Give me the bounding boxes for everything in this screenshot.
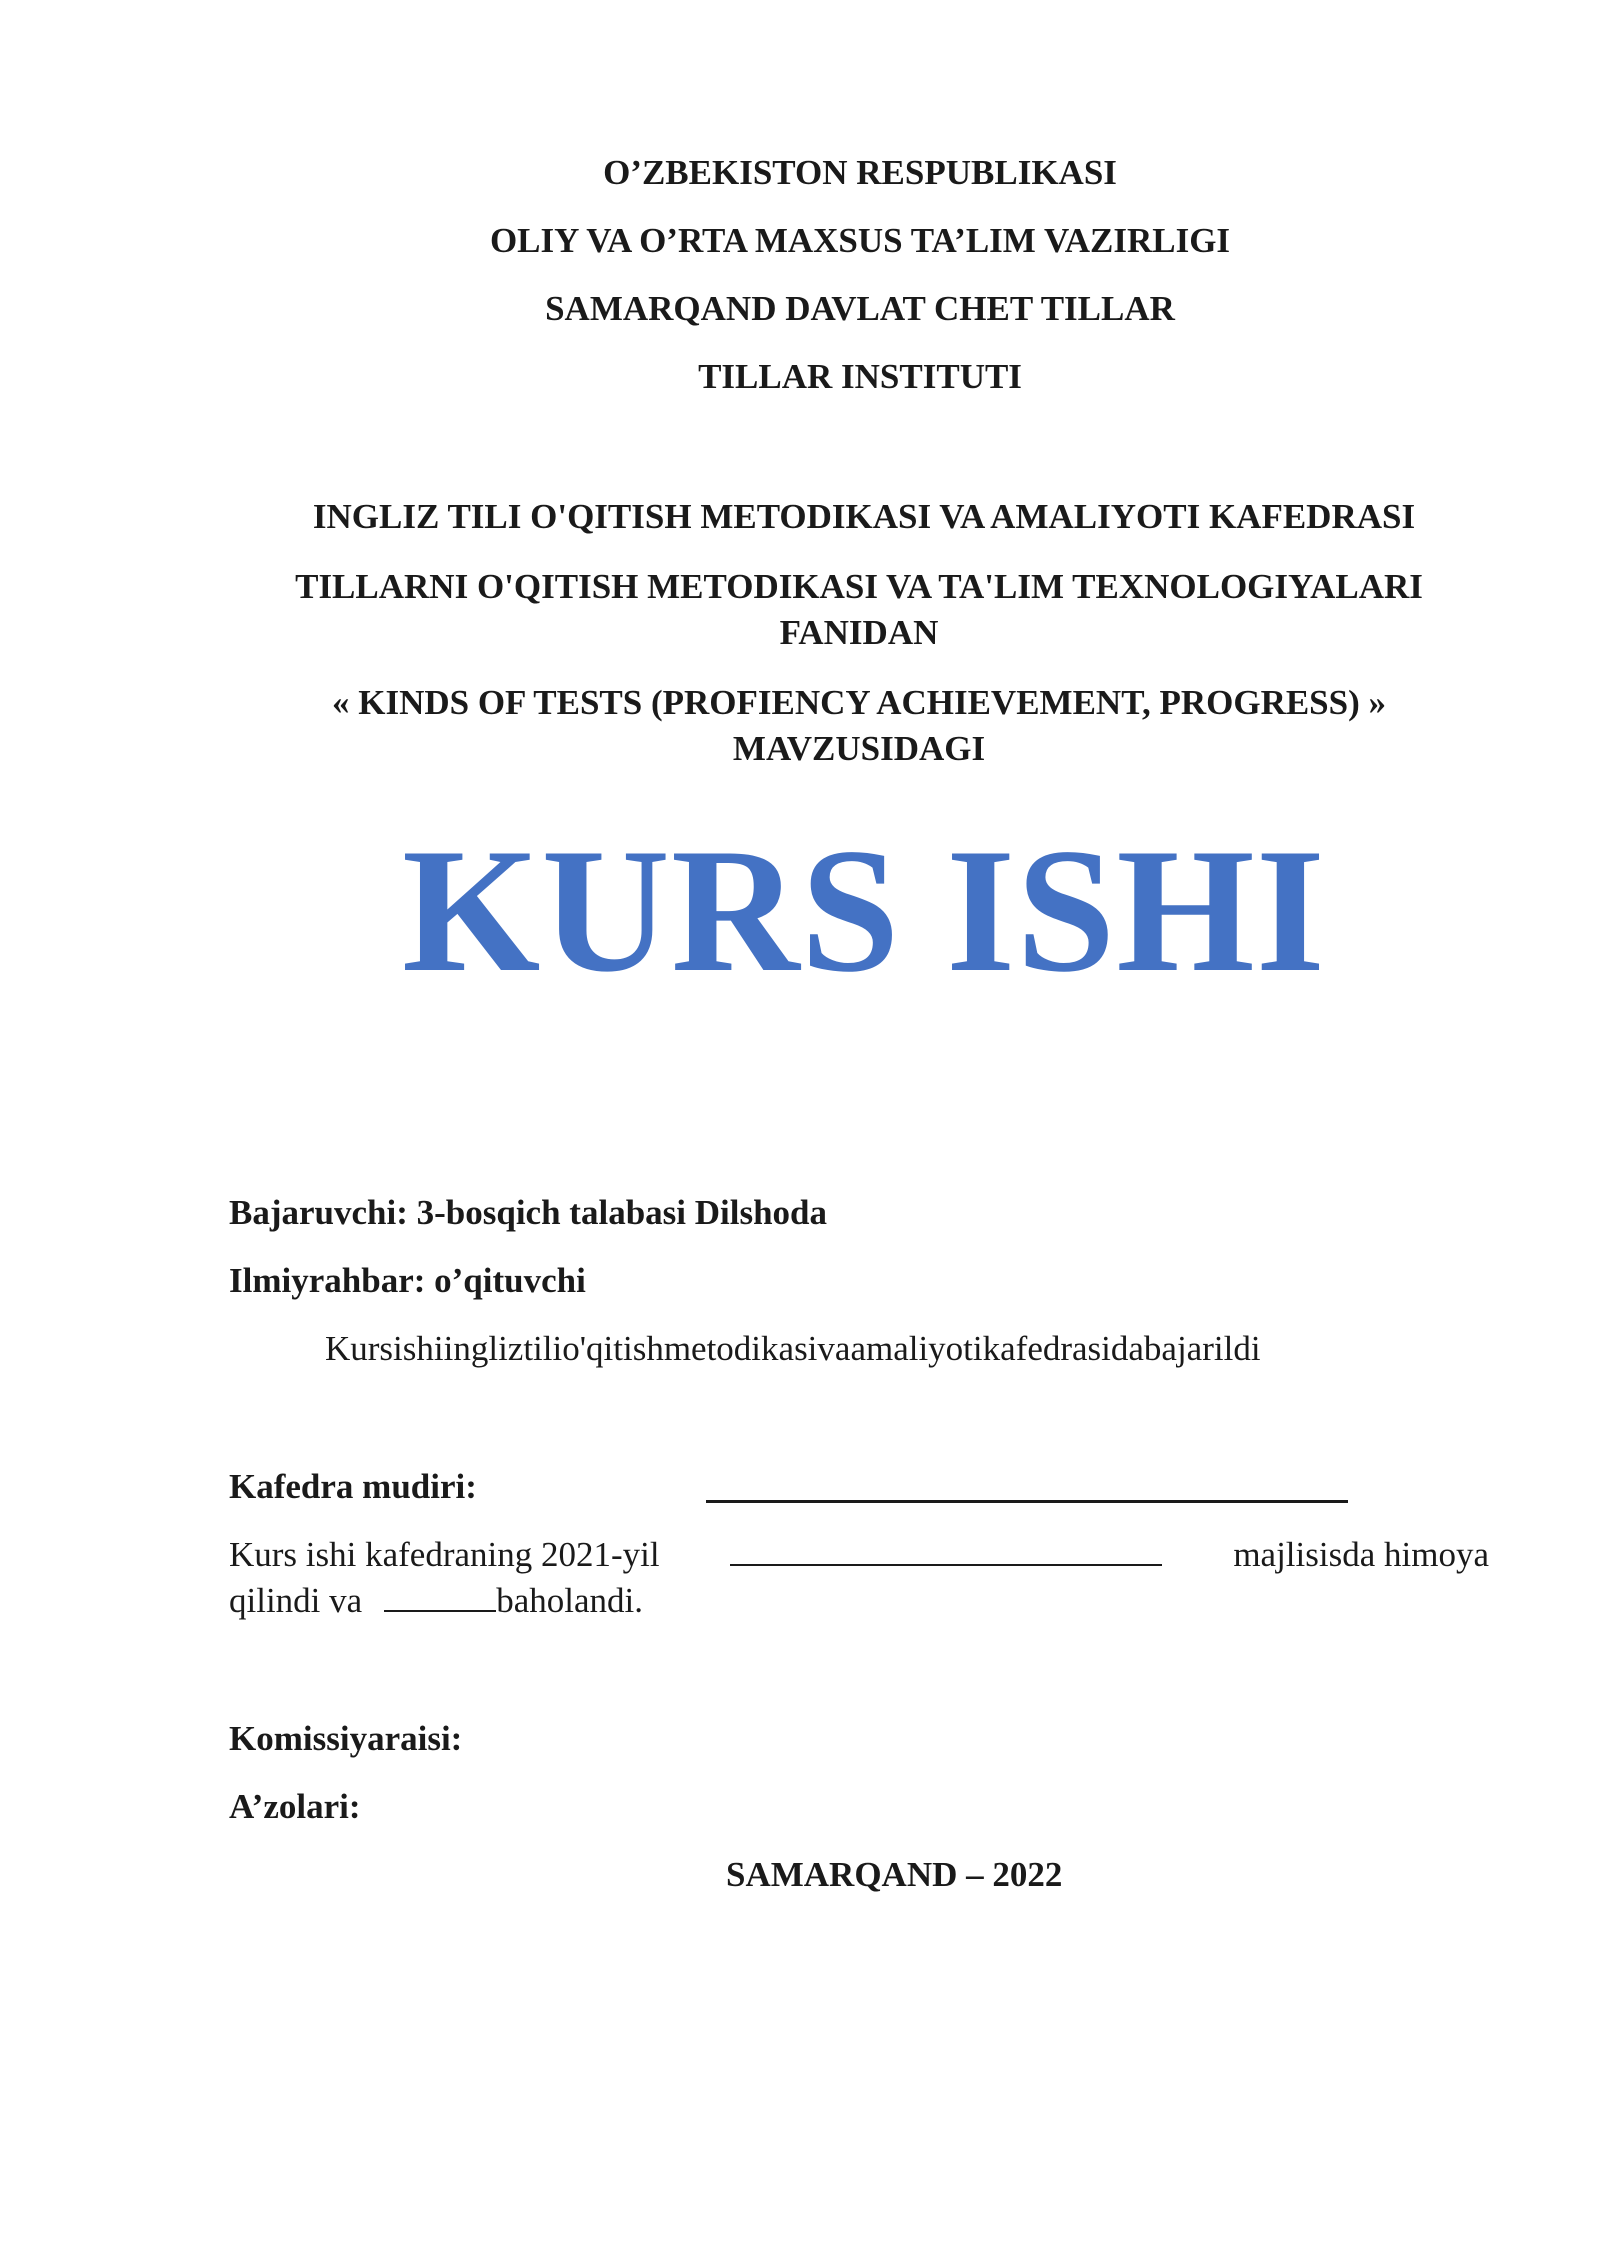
supervisor-line: Ilmiyrahbar: o’qituvchi [229,1261,586,1300]
department-head-signature-line [706,1500,1348,1503]
institution-header [60,150,1600,422]
defense-statement [229,1532,1489,1624]
defense-text-3: qilindi va [229,1581,363,1620]
header-institute: TILLAR INSTITUTI [698,357,1022,396]
department-name [64,494,1600,540]
header-university: SAMARQAND DAVLAT CHET TILLAR [545,289,1175,328]
header-country: O’ZBEKISTON RESPUBLIKASI [603,153,1117,192]
department-head-label: Kafedra mudiri: [229,1467,477,1506]
defense-row-2 [229,1578,1489,1624]
executor-line: Bajaruvchi: 3-bosqich talabasi Dilshoda [229,1193,828,1232]
department-text: INGLIZ TILI O'QITISH METODIKASI VA AMALIYOTI KAFEDRASI [312,497,1416,536]
commission-members-label: A’zolari: [229,1787,361,1826]
defense-text-2: majlisisda himoya [1233,1535,1489,1574]
header-ministry: OLIY VA O’RTA MAXSUS TA’LIM VAZIRLIGI [489,221,1231,260]
completion-note: Kursishiingliztilio'qitishmetodikasivaamaliyotikafedrasidabajarildi [325,1329,1261,1368]
subject-name: TILLARNI O'QITISH METODIKASI VA TA'LIM TEXNOLOGIYALARI FANIDAN [295,567,1423,652]
defense-text-1: Kurs ishi kafedraning 2021-yil [229,1535,660,1574]
meeting-date-blank [730,1534,1162,1566]
defense-row-1 [229,1532,1489,1578]
city-year-footer: SAMARQAND – 2022 [726,1855,1063,1894]
defense-text-4: baholandi. [496,1581,643,1620]
document-title: KURS ISHI [401,811,1327,1009]
grade-blank [384,1580,496,1612]
topic-name: « KINDS OF TESTS (PROFIENCY ACHIEVEMENT, PROGRESS) » MAVZUSIDAGI [331,683,1387,768]
commission-chair-label: Komissiyaraisi: [229,1719,463,1758]
